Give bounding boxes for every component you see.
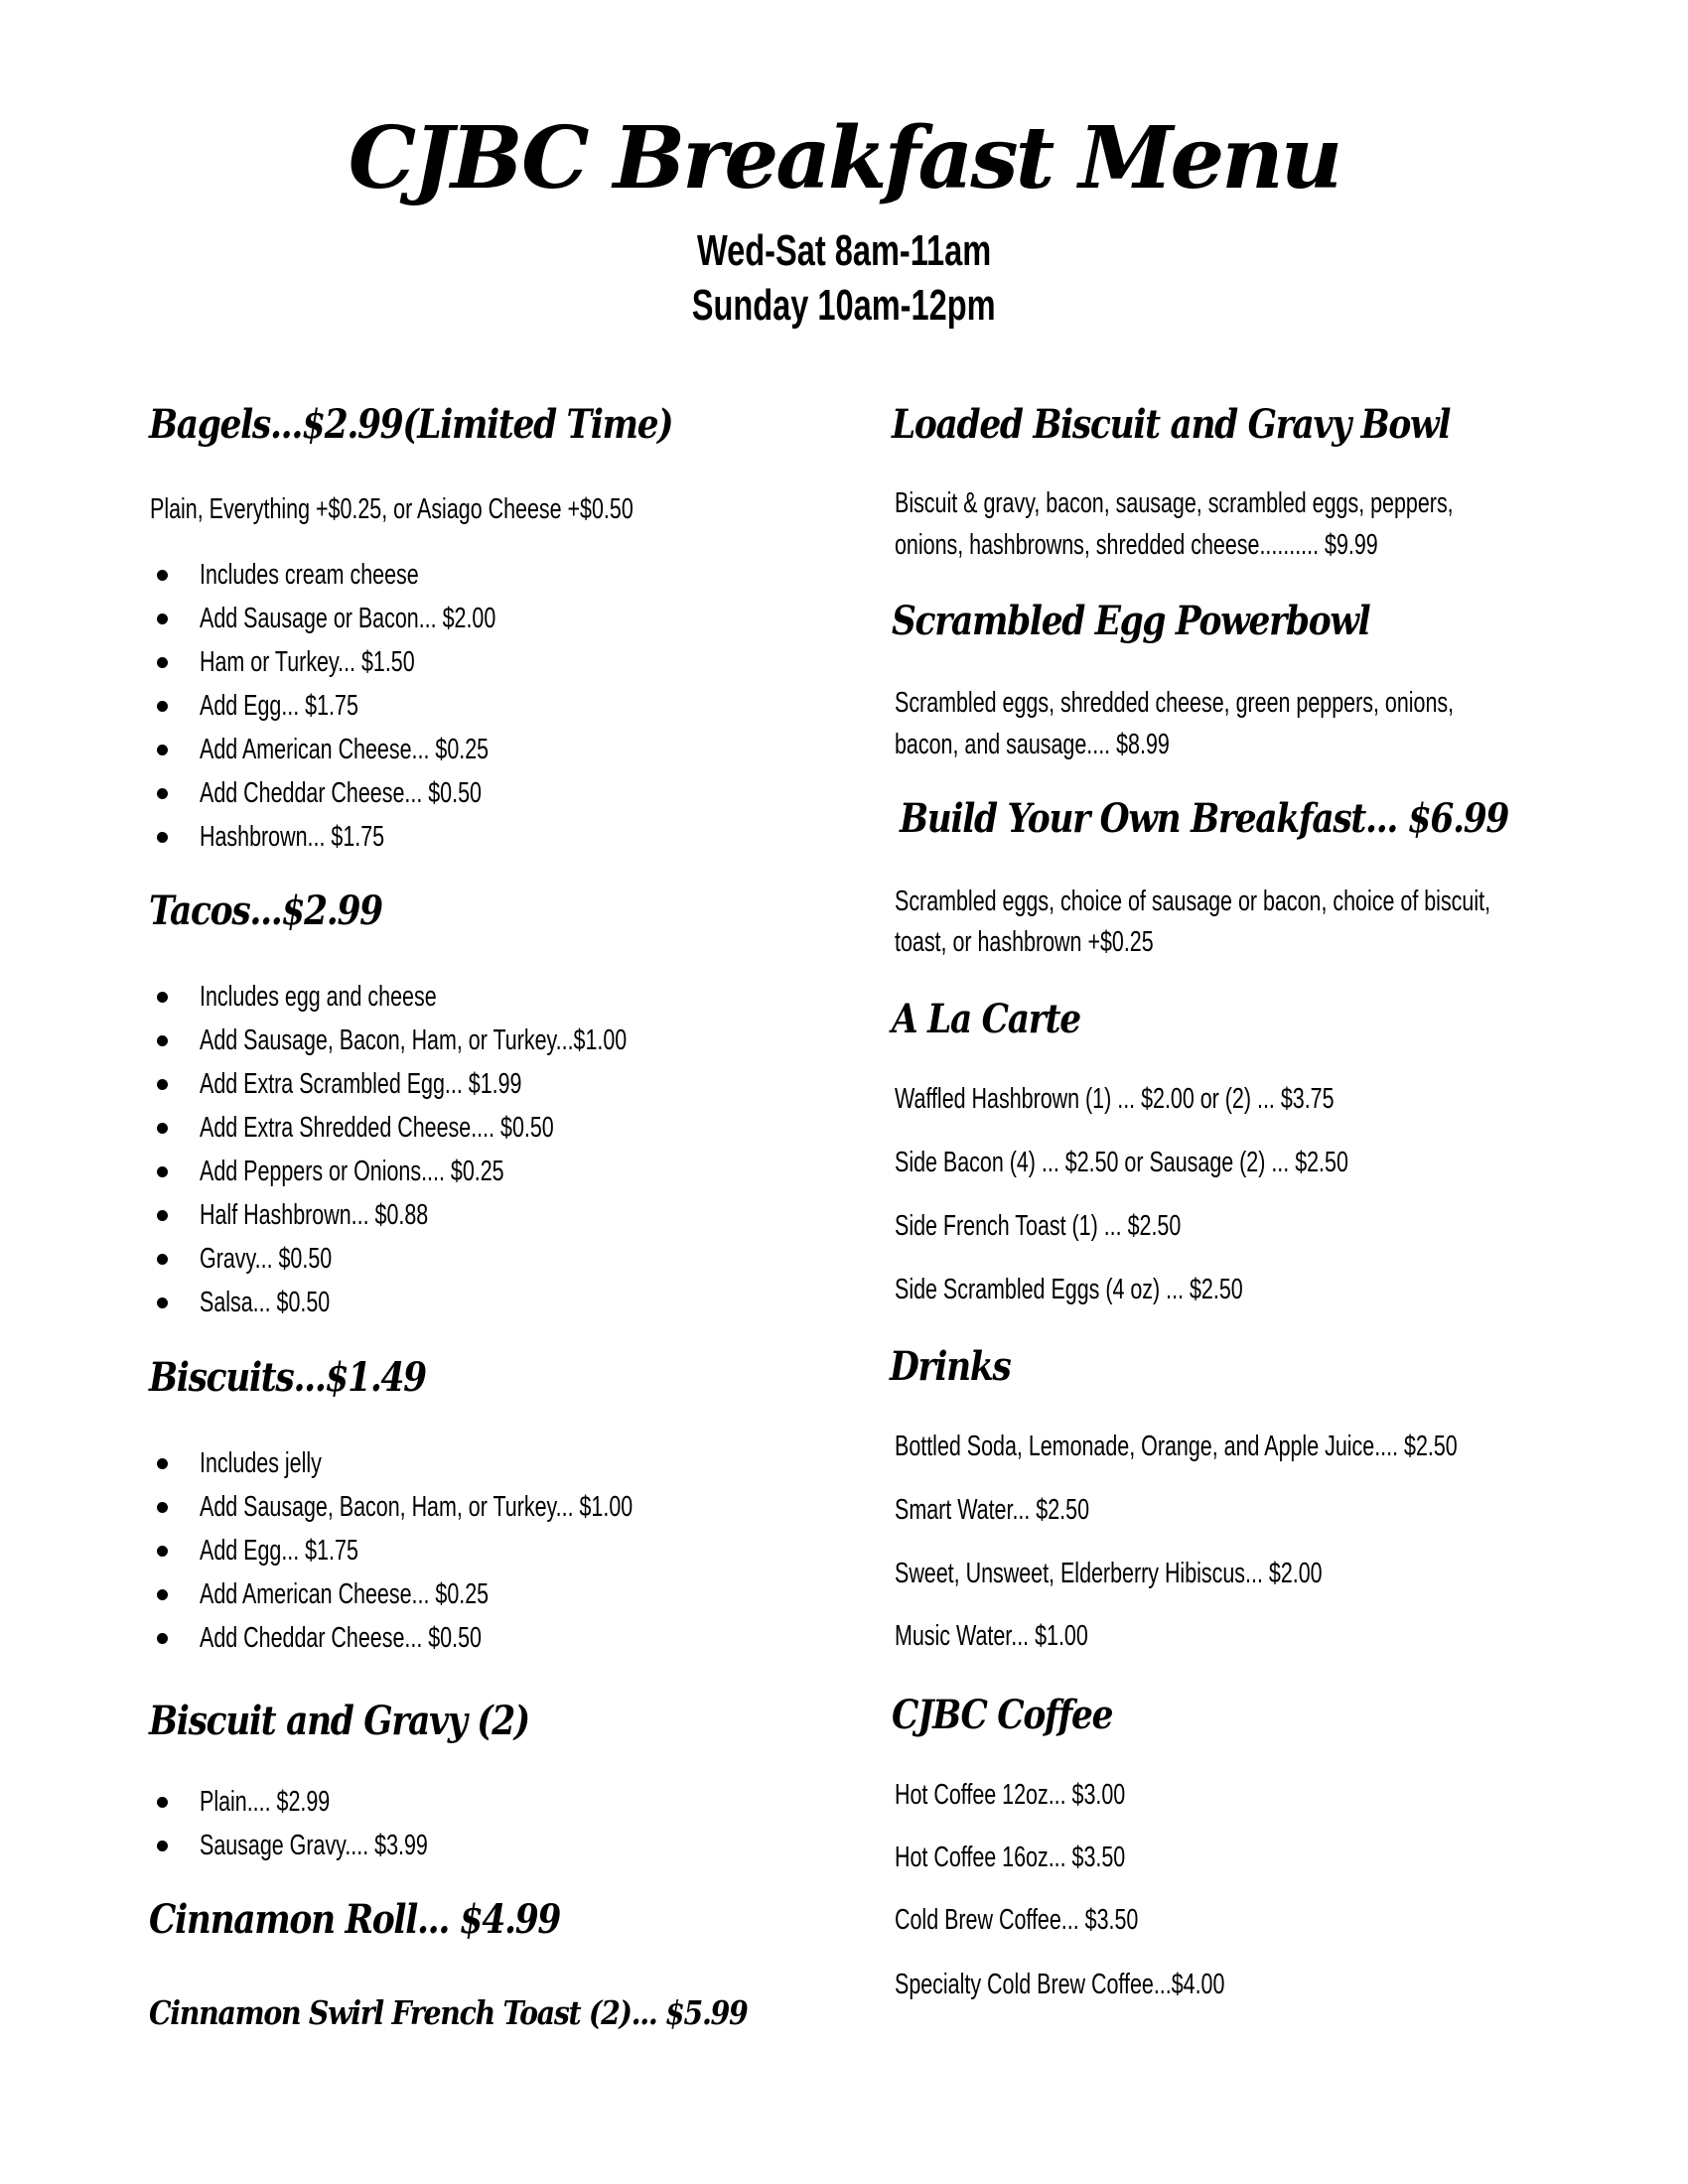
- list-item: Add Sausage, Bacon, Ham, or Turkey...$1.00: [200, 1024, 628, 1056]
- bullet-icon: [157, 657, 168, 668]
- list-item: Includes egg and cheese: [200, 981, 437, 1013]
- hours-sunday-text: Sunday 10am-12pm: [692, 281, 996, 330]
- section-heading-french-toast: Cinnamon Swirl French Toast (2)... $5.99: [149, 1993, 748, 2032]
- bullet-icon: [157, 701, 168, 712]
- list-item: Ham or Turkey... $1.50: [200, 646, 415, 678]
- list-item: Side French Toast (1) ... $2.50: [895, 1210, 1182, 1242]
- description-line: Scrambled eggs, choice of sausage or bacon, choice of biscuit,: [895, 886, 1491, 917]
- list-item: Cold Brew Coffee... $3.50: [895, 1904, 1139, 1936]
- list-item: Add Peppers or Onions.... $0.25: [200, 1156, 504, 1187]
- list-item: Includes jelly: [200, 1447, 322, 1479]
- list-item: Bottled Soda, Lemonade, Orange, and Apple Juice.... $2.50: [895, 1431, 1458, 1462]
- bullet-icon: [157, 1502, 168, 1513]
- section-heading-build-your-own: Build Your Own Breakfast... $6.99: [900, 795, 1509, 842]
- section-heading-coffee: CJBC Coffee: [892, 1692, 1113, 1738]
- bullet-icon: [157, 1297, 168, 1308]
- list-item: Hashbrown... $1.75: [200, 821, 385, 853]
- list-item: Plain.... $2.99: [200, 1786, 331, 1818]
- section-heading-drinks: Drinks: [890, 1343, 1011, 1390]
- list-item: Includes cream cheese: [200, 559, 419, 591]
- list-item: Hot Coffee 12oz... $3.00: [895, 1779, 1126, 1811]
- section-heading-loaded-bowl: Loaded Biscuit and Gravy Bowl: [892, 401, 1451, 448]
- list-item: Half Hashbrown... $0.88: [200, 1199, 429, 1231]
- list-item: Add Cheddar Cheese... $0.50: [200, 1622, 482, 1654]
- section-heading-biscuit-and-gravy: Biscuit and Gravy (2): [149, 1698, 529, 1744]
- list-item: Music Water... $1.00: [895, 1620, 1088, 1652]
- bullet-icon: [157, 1589, 168, 1600]
- hours-weekday-text: Wed-Sat 8am-11am: [696, 226, 992, 275]
- list-item: Sweet, Unsweet, Elderberry Hibiscus... $2.00: [895, 1558, 1323, 1589]
- section-heading-cinnamon-roll: Cinnamon Roll... $4.99: [149, 1896, 561, 1943]
- bullet-icon: [157, 1797, 168, 1808]
- list-item: Gravy... $0.50: [200, 1243, 333, 1275]
- list-item: Add American Cheese... $0.25: [200, 734, 490, 765]
- hours-sunday: [0, 281, 1688, 331]
- list-item: Side Bacon (4) ... $2.50 or Sausage (2) ... $2.50: [895, 1147, 1348, 1178]
- section-heading-powerbowl: Scrambled Egg Powerbowl: [892, 598, 1370, 644]
- list-item: Hot Coffee 16oz... $3.50: [895, 1842, 1126, 1873]
- bullet-icon: [157, 1458, 168, 1469]
- bullet-icon: [157, 1035, 168, 1046]
- list-item: Smart Water... $2.50: [895, 1494, 1090, 1526]
- list-item: Specialty Cold Brew Coffee...$4.00: [895, 1969, 1225, 2000]
- bullet-icon: [157, 1841, 168, 1851]
- list-item: Salsa... $0.50: [200, 1287, 331, 1318]
- description-line: toast, or hashbrown +$0.25: [895, 926, 1154, 958]
- description-line: Scrambled eggs, shredded cheese, green peppers, onions,: [895, 687, 1455, 719]
- bullet-icon: [157, 614, 168, 624]
- list-item: Add Extra Shredded Cheese.... $0.50: [200, 1112, 554, 1144]
- list-item: Waffled Hashbrown (1) ... $2.00 or (2) ... $3.75: [895, 1083, 1335, 1115]
- bullet-icon: [157, 992, 168, 1003]
- bullet-icon: [157, 1123, 168, 1134]
- list-item: Add American Cheese... $0.25: [200, 1578, 490, 1610]
- bullet-icon: [157, 1210, 168, 1221]
- bullet-icon: [157, 1079, 168, 1090]
- description-line: bacon, and sausage.... $8.99: [895, 729, 1170, 760]
- list-item: Add Sausage or Bacon... $2.00: [200, 603, 496, 634]
- bullet-icon: [157, 570, 168, 581]
- section-heading-biscuits: Biscuits...$1.49: [149, 1354, 426, 1401]
- section-heading-bagels: Bagels...$2.99(Limited Time): [149, 401, 673, 448]
- list-item: Side Scrambled Eggs (4 oz) ... $2.50: [895, 1274, 1243, 1305]
- list-item: Add Cheddar Cheese... $0.50: [200, 777, 482, 809]
- section-heading-tacos: Tacos...$2.99: [149, 887, 382, 934]
- bullet-icon: [157, 1546, 168, 1557]
- bullet-icon: [157, 832, 168, 843]
- bullet-icon: [157, 1254, 168, 1265]
- list-item: Add Egg... $1.75: [200, 690, 358, 722]
- description-line: onions, hashbrowns, shredded cheese.......... $9.99: [895, 529, 1378, 561]
- bullet-icon: [157, 1633, 168, 1644]
- description-line: Biscuit & gravy, bacon, sausage, scrambled eggs, peppers,: [895, 487, 1454, 519]
- list-item: Add Sausage, Bacon, Ham, or Turkey... $1.00: [200, 1491, 633, 1523]
- list-item: Add Egg... $1.75: [200, 1535, 358, 1567]
- list-item: Sausage Gravy.... $3.99: [200, 1830, 428, 1861]
- bullet-icon: [157, 745, 168, 755]
- bullet-icon: [157, 1166, 168, 1177]
- bullet-icon: [157, 788, 168, 799]
- section-heading-a-la-carte: A La Carte: [892, 996, 1080, 1042]
- list-item: Add Extra Scrambled Egg... $1.99: [200, 1068, 522, 1100]
- bagels-description: Plain, Everything +$0.25, or Asiago Cheese +$0.50: [150, 493, 633, 525]
- hours-weekday: [0, 226, 1688, 276]
- page-title: CJBC Breakfast Menu: [348, 108, 1340, 208]
